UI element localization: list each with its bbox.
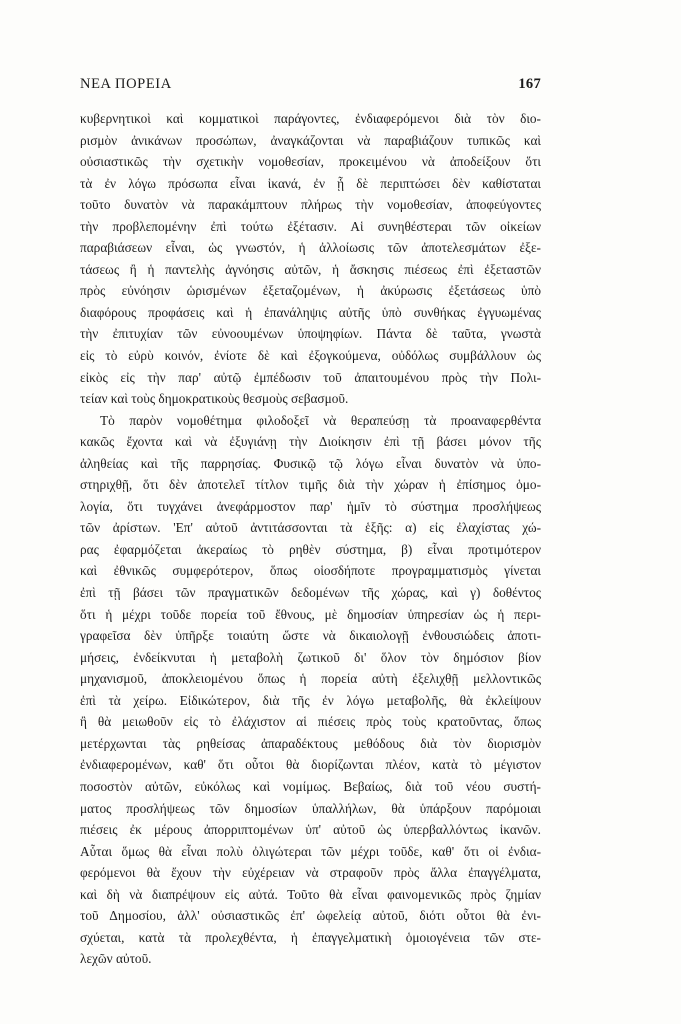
text-line: τείαν καὶ τοὺς δημοκρατικοὺς θεσμοὺς σεβασμοῦ. bbox=[80, 391, 349, 407]
text-line: μηχανισμοῦ, ἀποκλειομένου ὅπως ἡ πορεία αὐτὴ ἐξελιχθῇ μελλοντικῶς bbox=[80, 671, 541, 687]
text-line: τὴν ἐπιτυχίαν τῶν εὐνοουμένων ὑποψηφίων. Πάντα δὲ ταῦτα, γνωστὰ bbox=[80, 326, 541, 342]
text-line: τοῦ Δημοσίου, ἀλλ' οὐσιαστικῶς ἐπ' ὠφελείᾳ αὐτοῦ, διότι οὗτοι θὰ ἐνι- bbox=[80, 908, 541, 924]
text-line: μετέρχωνται τὰς ρηθείσας ἀπαραδέκτους μεθόδους διὰ τὸν διορισμὸν bbox=[80, 735, 541, 751]
text-line: πρὸς εὐνόησιν ὡρισμένων ἐξεταζομένων, ἡ ἀκύρωσις ἐξετάσεως ὑπὸ bbox=[80, 283, 541, 299]
text-line: τὴν προβλεπομένην ἐπὶ τούτω ἐξέτασιν. Αἱ συνηθέστεραι τῶν οἰκείων bbox=[80, 218, 541, 234]
running-header bbox=[80, 76, 541, 96]
text-line: εἰς τὸ εὐρὺ κοινόν, ἐνίοτε δὲ καὶ ἐξογκούμενα, οὐδόλως συμβάλλουν ὡς bbox=[80, 348, 541, 364]
text-line: εἰκὸς εἰς τὴν παρ' αὐτῷ ἐμπέδωσιν τοῦ ἀπαιτουμένου πρὸς τὴν Πολι- bbox=[80, 369, 541, 385]
text-line: τοῦτο δυνατὸν νὰ παρακάμπτουν πλήρως τὴν νομοθεσίαν, ἀποφεύγοντες bbox=[80, 197, 541, 213]
text-line: ἐπὶ τῇ βάσει τῶν πραγματικῶν δεδομένων τῆς χώρας, καὶ γ) δοθέντος bbox=[80, 585, 541, 601]
text-line: ὅτι ἡ μέχρι τοῦδε πορεία τοῦ ἔθνους, μὲ δημοσίαν ὑπηρεσίαν ὡς ἡ περι- bbox=[80, 606, 541, 622]
text-line: παραβιάσεων εἶναι, ὡς γνωστόν, ἡ ἀλλοίωσις τῶν ἀποτελεσμάτων ἐξε- bbox=[80, 240, 541, 256]
text-line: στηριχθῇ, ὅτι δὲν ἀποτελεῖ τίτλον τιμῆς διὰ τὴν χώραν ἡ ἐπίσημος ὁμο- bbox=[80, 477, 541, 493]
page-number: 167 bbox=[518, 76, 541, 92]
text-line: κακῶς ἔχοντα καὶ νὰ ἐξυγιάνῃ τὴν Διοίκησιν ἐπὶ τῇ βάσει μόνον τῆς bbox=[80, 434, 541, 450]
text-line: λογία, ὅτι τυγχάνει ἀνεφάρμοστον παρ' ἡμῖν τὸ σύστημα προσλήψεως bbox=[80, 498, 541, 514]
text-line: λεχῶν αὐτοῦ. bbox=[80, 951, 152, 967]
journal-title: ΝΕΑ ΠΟΡΕΙΑ bbox=[80, 76, 172, 92]
text-line: τῶν ἀρίστων. 'Επ' αὐτοῦ ἀντιτάσσονται τὰ ἑξῆς: α) εἰς ἐλαχίστας χώ- bbox=[80, 520, 541, 536]
text-line: τὰ ἐν λόγω πρόσωπα εἶναι ἱκανά, ἐν ᾗ δὲ περιπτώσει δὲν καθίσταται bbox=[80, 175, 541, 191]
text-line: καὶ ἐθνικῶς συμφερότερον, ὅπως οἱοσδήποτε προγραμματισμὸς γίνεται bbox=[80, 563, 541, 579]
text-line: γραφεῖσα δὲν ὑπῆρξε τοιαύτη ὥστε νὰ δικαιολογῇ ἐνθουσιώδεις ἀποτι- bbox=[80, 628, 541, 644]
text-line: τάσεως ἢ ἡ παντελὴς ἀγνόησις αὐτῶν, ἡ ἄσκησις πιέσεως ἐπὶ ἐξεταστῶν bbox=[80, 261, 541, 277]
text-line: διαφόρους προφάσεις καὶ ἡ ἐπανάληψις αὐτῆς ὑπὸ συνθήκας ἐγγυωμένας bbox=[80, 304, 541, 320]
text-line: Τὸ παρὸν νομοθέτημα φιλοδοξεῖ νὰ θεραπεύσῃ τὰ προαναφερθέντα bbox=[100, 412, 541, 428]
text-line: Αὗται ὅμως θὰ εἶναι πολὺ ὀλιγώτεραι τῶν μέχρι τοῦδε, καθ' ὅτι οἱ ἐνδια- bbox=[80, 843, 541, 859]
text-line: ἀληθείας καὶ τῆς παρρησίας. Φυσικῷ τῷ λόγω εἶναι δυνατὸν νὰ ὑπο- bbox=[80, 455, 541, 471]
text-line: ρισμὸν ἀνικάνων προσώπων, ἀναγκάζονται νὰ παραβιάζουν τυπικῶς καὶ bbox=[80, 132, 541, 148]
text-line: πιέσεις ἐκ μέρους ἀπορριπτομένων ὑπ' αὐτοῦ ὡς ὑπερβαλλόντως ἱκανῶν. bbox=[80, 822, 541, 838]
text-line: οὐσιαστικῶς τὴν σχετικὴν νομοθεσίαν, προκειμένου νὰ ἀποδείξουν ὅτι bbox=[80, 154, 541, 170]
text-line: ρας ἐφαρμόζεται ἀκεραίως τὸ ρηθὲν σύστημα, β) εἶναι προτιμότερον bbox=[80, 541, 541, 557]
text-line: κυβερνητικοὶ καὶ κομματικοὶ παράγοντες, ἐνδιαφερόμενοι διὰ τὸν διο- bbox=[80, 111, 541, 126]
text-line: ἐπὶ τὰ χείρω. Εἰδικώτερον, διὰ τῆς ἐν λόγω μεταβολῆς, θὰ ἐκλείψουν bbox=[80, 692, 541, 708]
text-line: ἢ θὰ μειωθοῦν εἰς τὸ ἐλάχιστον αἱ πιέσεις πρὸς τοὺς κρατοῦντας, ὅπως bbox=[80, 714, 541, 730]
text-line: σχύεται, κατὰ τὰ προλεχθέντα, ἡ ἐπαγγελματικὴ ὁμοιογένεια τῶν στε- bbox=[80, 929, 541, 945]
body-text bbox=[80, 108, 541, 970]
text-line: καὶ δὴ νὰ διαπρέψουν εἰς αὐτά. Τοῦτο θὰ εἶναι φαινομενικῶς πρὸς ζημίαν bbox=[80, 886, 541, 902]
text-line: μήσεις, ἐνδείκνυται ἡ μεταβολὴ ζωτικοῦ δι' ὅλον τὸν δημόσιον βίον bbox=[80, 649, 541, 665]
text-line: φερόμενοι θὰ ἔχουν τὴν εὐχέρειαν νὰ στραφοῦν πρὸς ἄλλα ἐπαγγέλματα, bbox=[80, 865, 541, 881]
text-line: ποσοστὸν αὐτῶν, εὐκόλως καὶ νομίμως. Βεβαίως, διὰ τοῦ νέου συστή- bbox=[80, 778, 541, 794]
text-line: ἐνδιαφερομένων, καθ' ὅτι οὗτοι θὰ διορίζωνται πλέον, κατὰ τὸ μέγιστον bbox=[80, 757, 541, 773]
text-line: ματος προσλήψεως τῶν δημοσίων ὑπαλλήλων, θὰ ὑπάρξουν παρόμοιαι bbox=[80, 800, 541, 816]
